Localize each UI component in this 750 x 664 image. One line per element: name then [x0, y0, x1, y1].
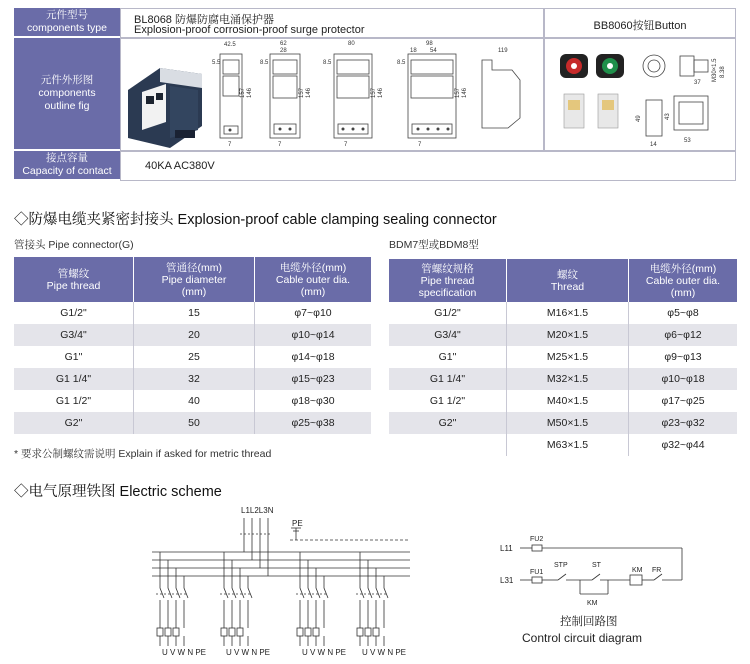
electric-scheme-diagram — [140, 500, 440, 660]
surge-protector-photo — [128, 68, 202, 148]
bdm-table — [389, 259, 737, 456]
protector-module — [237, 628, 243, 636]
dim-btn-offset: 8.38 — [720, 66, 726, 78]
right-header-spec: 管螺纹规格 Pipe thread specification — [389, 259, 507, 302]
dim-d2-width: 62 — [280, 41, 287, 47]
capacity-cell — [120, 151, 736, 181]
scheme-section-title: ◇电气原理铁图 Electric scheme — [14, 484, 222, 500]
surge-protector-outline-drawings — [120, 38, 544, 151]
right-header-thread: 螺纹 Thread — [507, 259, 629, 302]
left-subtitle: 管接头 Pipe connector(G) — [14, 239, 134, 251]
km-contact-label: KM — [587, 600, 598, 607]
capacity-value: 40KA AC380V — [145, 160, 215, 172]
branch-line — [324, 576, 328, 646]
table-row: M63×1.5 φ32~φ44 — [389, 434, 737, 456]
dim-d1-base: 7 — [228, 142, 232, 148]
table-row: G1" M25×1.5 φ9~φ13 — [389, 346, 737, 368]
fu2-label: FU2 — [530, 536, 544, 543]
stp-label: STP — [554, 562, 568, 569]
left-header-diameter: 管通径(mm) Pipe diameter (mm) — [134, 257, 255, 302]
table-row: G1/2" M16×1.5 φ5~φ8 — [389, 302, 737, 324]
dim-btn-height: 49 — [636, 115, 642, 122]
dim-d2-height2: 146 — [306, 87, 312, 98]
dim-d4-seg2: 54 — [430, 48, 437, 54]
dim-d2-offset: 8.5 — [260, 60, 269, 66]
fu1-label: FU1 — [530, 569, 544, 576]
left-header-thread: 管螺纹 Pipe thread — [14, 257, 134, 302]
dim-d3-width: 80 — [348, 41, 355, 47]
dim-btn-base: 14 — [650, 142, 657, 148]
dim-btn-width: 53 — [684, 138, 691, 144]
dim-d4-height2: 146 — [462, 87, 468, 98]
table-row: G3/4" M20×1.5 φ6~φ12 — [389, 324, 737, 346]
right-subtitle: BDM7型或BDM8型 — [389, 239, 479, 251]
dim-d4-offset: 8.5 — [397, 60, 406, 66]
protector-module — [297, 628, 303, 636]
table-row: G1 1/4" M32×1.5 φ10~φ18 — [389, 368, 737, 390]
table-row: G1/2" 15 φ7~φ10 — [14, 302, 371, 324]
product-title-cn: BL8068 防爆防腐电涌保护器 — [134, 14, 274, 26]
dim-d4-base: 7 — [418, 142, 422, 148]
table-row: G3/4" 20 φ10~φ14 — [14, 324, 371, 346]
table-row: G2" 50 φ25~φ38 — [14, 412, 371, 434]
dim-d4-height: 157 — [455, 87, 461, 98]
scheme-branches — [156, 552, 388, 646]
control-caption-cn: 控制回路图 — [560, 616, 618, 628]
dim-btn-height2: 43 — [665, 113, 671, 120]
l31-label: L31 — [500, 576, 514, 585]
pipe-connector-table — [14, 257, 371, 434]
right-header-cable-dia: 电缆外径(mm) Cable outer dia. (mm) — [629, 259, 738, 302]
l11-label: L11 — [500, 544, 513, 553]
branch-line — [184, 576, 188, 646]
product-title-en: Explosion-proof corrosion-proof surge protector — [134, 24, 365, 36]
capacity-label: 接点容量 Capacity of contact — [14, 151, 120, 179]
km-coil-label: KM — [632, 567, 643, 574]
dim-d3-base: 7 — [344, 142, 348, 148]
protector-module — [365, 628, 371, 636]
button-photo-red — [560, 54, 588, 78]
table-row: G1 1/2" M40×1.5 φ17~φ25 — [389, 390, 737, 412]
protector-module — [229, 628, 235, 636]
dim-d2-inner: 28 — [280, 48, 287, 54]
protector-module — [313, 628, 319, 636]
dim-d3-offset: 8.5 — [323, 60, 332, 66]
bus-labels: L1L2L3N — [241, 506, 274, 515]
table-row: G1 1/4" 32 φ15~φ23 — [14, 368, 371, 390]
dim-d1-offset: 5.5 — [212, 60, 221, 66]
control-caption-en: Control circuit diagram — [522, 631, 643, 645]
protector-module — [357, 628, 363, 636]
dim-d1-height: 157 — [240, 87, 246, 98]
cable-section-title: ◇防爆电缆夹紧密封接头 Explosion-proof cable clamping sealing connector — [14, 212, 497, 228]
dim-d2-base: 7 — [278, 142, 282, 148]
button-title-cell — [544, 8, 736, 38]
metric-thread-note: * 要求公制螺纹需说明 Explain if asked for metric thread — [14, 448, 272, 460]
outputs-label-1: U V W N PE — [162, 648, 207, 657]
st-label: ST — [592, 562, 601, 569]
table-row: G1 1/2" 40 φ18~φ30 — [14, 390, 371, 412]
protector-module — [165, 628, 171, 636]
pe-label: PE — [292, 519, 303, 528]
dim-d1-height2: 146 — [247, 87, 253, 98]
dim-d3-height2: 146 — [378, 87, 384, 98]
fr-label: FR — [652, 567, 662, 574]
control-circuit-diagram — [500, 530, 700, 610]
left-header-cable-dia: 电缆外径(mm) Cable outer dia. (mm) — [255, 257, 372, 302]
protector-module — [157, 628, 163, 636]
type-label: 元件型号 components type — [14, 8, 120, 36]
button-outline-drawings — [544, 38, 736, 151]
dim-btn-thread: M30×1.5 — [712, 58, 718, 82]
product-title-cell — [120, 8, 544, 38]
outline-label: 元件外形图 components outline fig — [14, 38, 120, 149]
dim-btn-len: 37 — [694, 80, 701, 86]
button-photo-body — [564, 94, 618, 128]
table-row: G2" M50×1.5 φ23~φ32 — [389, 412, 737, 434]
outputs-label-2: U V W N PE — [226, 648, 271, 657]
protector-module — [173, 628, 179, 636]
dim-d4-width: 98 — [426, 41, 433, 47]
protector-module — [221, 628, 227, 636]
protector-module — [373, 628, 379, 636]
button-title: BB8060按钮Button — [593, 20, 687, 32]
dim-d1-width: 42.5 — [224, 42, 236, 48]
dim-d3-height: 157 — [371, 87, 377, 98]
table-row: G1" 25 φ14~φ18 — [14, 346, 371, 368]
outputs-label-3: U V W N PE — [302, 648, 347, 657]
branch-line — [248, 576, 252, 646]
branch-line — [384, 576, 388, 646]
button-photo-green — [596, 54, 624, 78]
outputs-label-4: U V W N PE — [362, 648, 407, 657]
dim-d2-height: 157 — [299, 87, 305, 98]
dim-d5-depth: 119 — [498, 48, 508, 54]
dim-d4-seg1: 18 — [410, 48, 417, 54]
protector-module — [305, 628, 311, 636]
